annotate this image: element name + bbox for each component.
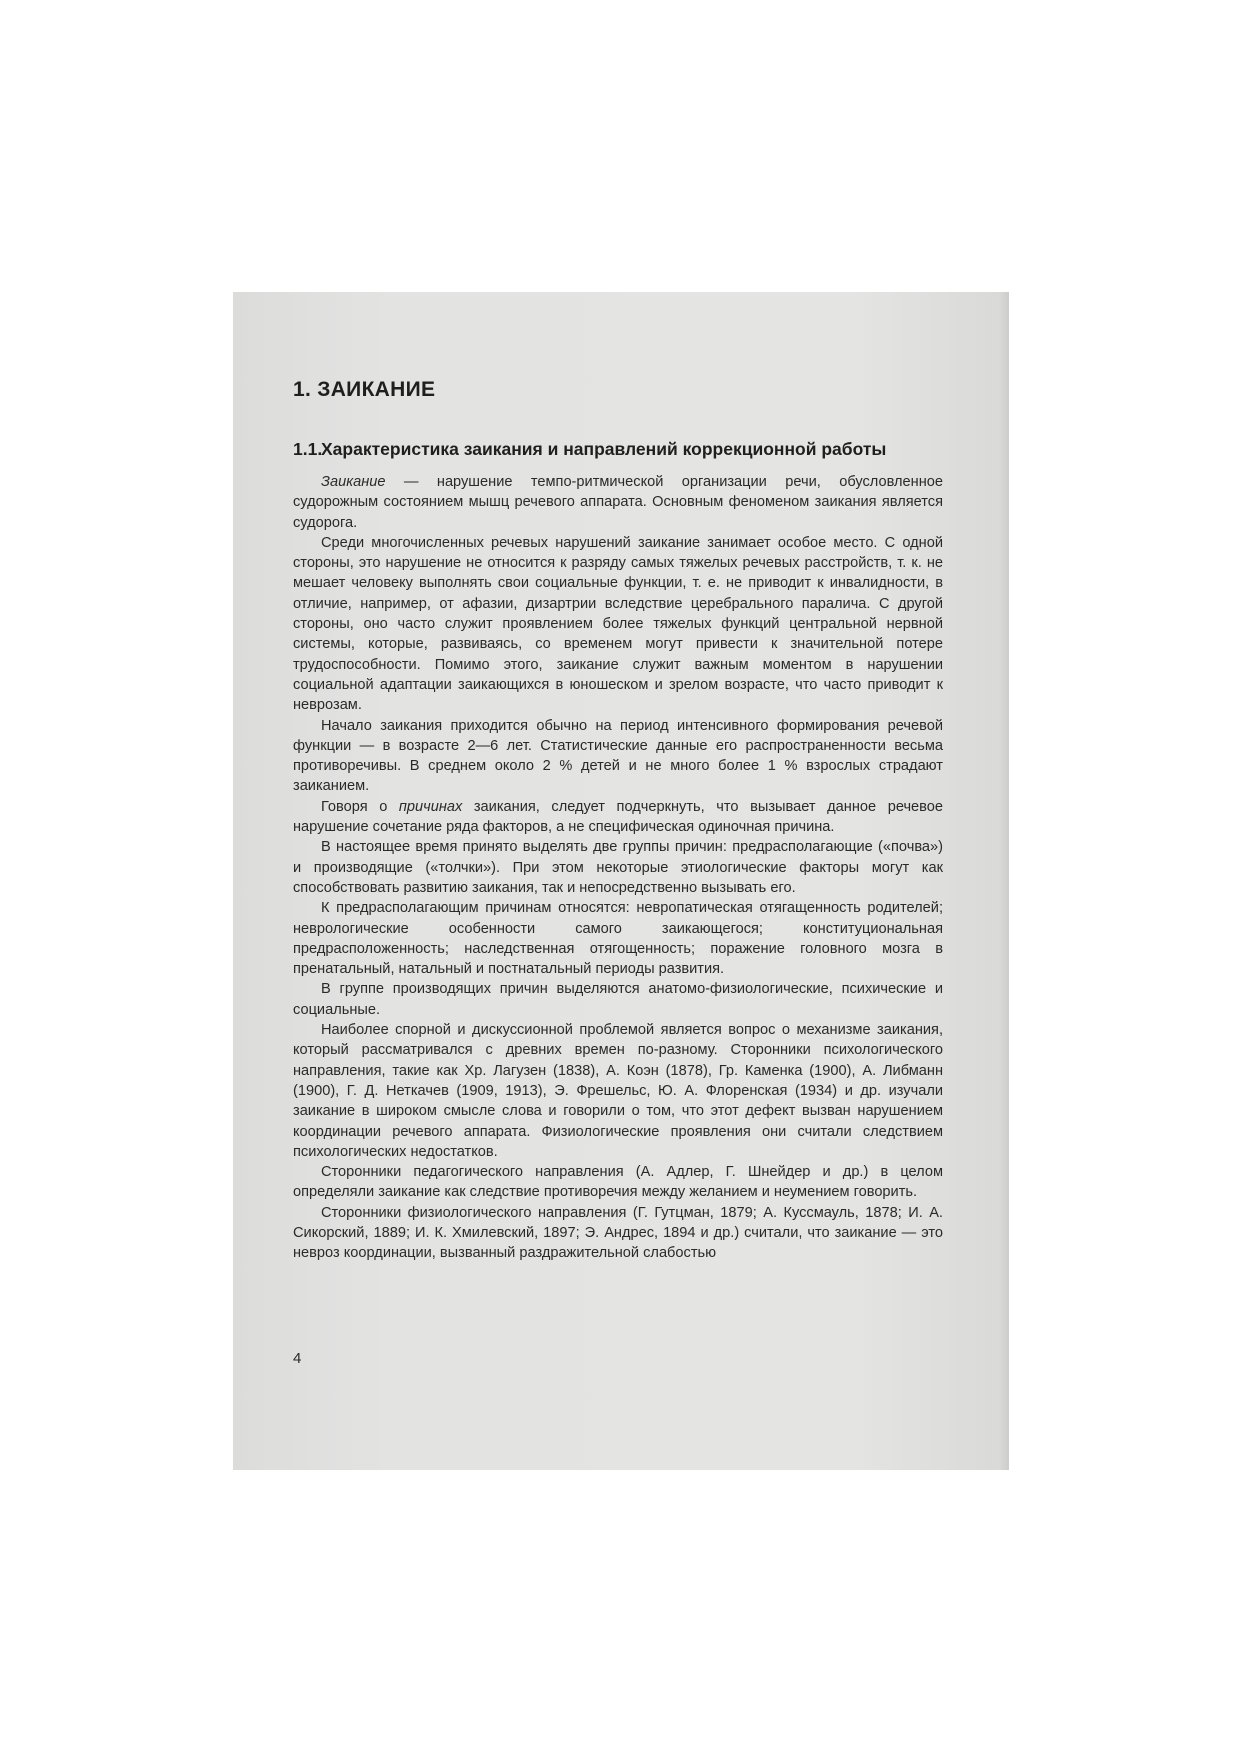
page-content [293, 378, 943, 1264]
paragraph-definition [293, 472, 943, 533]
paragraph: Среди многочисленных речевых нарушений заикание занимает особое место. С одной стороны, это нарушение не относится к разряду самых тяжелых речевых расстройств, т. к. не мешает человеку выполнять свои социальные функции, т. е. не приводит к инвалидности, в отличие, например, от афазии, дизартрии вследствие церебрального паралича. С другой стороны, оно часто служит проявлением более тяжелых функций центральной нервной системы, которые, развиваясь, со временем могут привести к значительной потере трудоспособности. Помимо этого, заикание служит важным моментом в нарушении социальной адаптации заикающихся в юношеском и зрелом возрасте, что часто приводит к неврозам. [293, 534, 943, 714]
section-number: 1.1. [293, 439, 323, 459]
paragraph: К предрасполагающим причинам относятся: невропатическая отягащенность родителей; неврологические особенности самого заикающегося; конституциональная предрасположенность; наследственная отягощенность; поражение головного мозга в пренатальный, натальный и постнатальный периоды развития. [293, 900, 943, 978]
page-number: 4 [293, 1350, 302, 1367]
section-title [293, 438, 943, 461]
term-italic: причинах [398, 798, 463, 815]
paragraph-causes [293, 797, 943, 838]
paragraph-text: — нарушение темпо-ритмической организации речи, обусловленное судорожным состоянием мышц речевого аппарата. Основным феноменом заикания является судорога. [293, 474, 943, 531]
section-title-text: Характеристика заикания и направлений коррекционной работы [321, 439, 887, 459]
scanned-page [233, 292, 1009, 1470]
paragraph: В группе производящих причин выделяются анатомо-физиологические, психические и социальные. [293, 981, 943, 1018]
paragraph: Сторонники педагогического направления (А. Адлер, Г. Шнейдер и др.) в целом определяли заикание как следствие противоречия между желанием и неумением говорить. [293, 1164, 943, 1201]
paragraph: Начало заикания приходится обычно на период интенсивного формирования речевой функции — в возрасте 2—6 лет. Статистические данные его распространенности весьма противоречивы. В среднем около 2 % детей и не много более 1 % взрослых страдают заиканием. [293, 717, 943, 795]
term-italic: Заикание [321, 474, 386, 490]
paragraph-text: заикания, следует подчеркнуть, что вызывает данное речевое нарушение сочетание ряда факторов, а не специфическая одиночная причина. [293, 798, 943, 836]
paragraph: Наиболее спорной и дискуссионной проблемой является вопрос о механизме заикания, который рассматривался с древних времен по-разному. Сторонники психологического направления, такие как Хр. Лагузен (1838), А. Коэн (1878), Гр. Каменка (1900), А. Либманн (1900), Г. Д. Неткачев (1909, 1913), Э. Фрешельс, Ю. А. Флоренская (1934) и др. изучали заикание в широком смысле слова и говорили о том, что этот дефект вызван нарушением координации речевого аппарата. Физиологические проявления они считали следствием психологических недостатков. [293, 1022, 943, 1160]
paragraph: Сторонники физиологического направления (Г. Гутцман, 1879; А. Куссмауль, 1878; И. А. Сикорский, 1889; И. К. Хмилевский, 1897; Э. Андрес, 1894 и др.) считали, что заикание — это невроз координации, вызванный раздражительной слабостью [293, 1204, 943, 1262]
paragraph: В настоящее время принято выделять две группы причин: предрасполагающие («почва») и производящие («толчки»). При этом некоторые этиологические факторы могут как способствовать развитию заикания, так и непосредственно вызывать его. [293, 839, 943, 896]
chapter-title: 1. ЗАИКАНИЕ [293, 378, 436, 401]
paragraph-text: Говоря о [321, 798, 399, 815]
